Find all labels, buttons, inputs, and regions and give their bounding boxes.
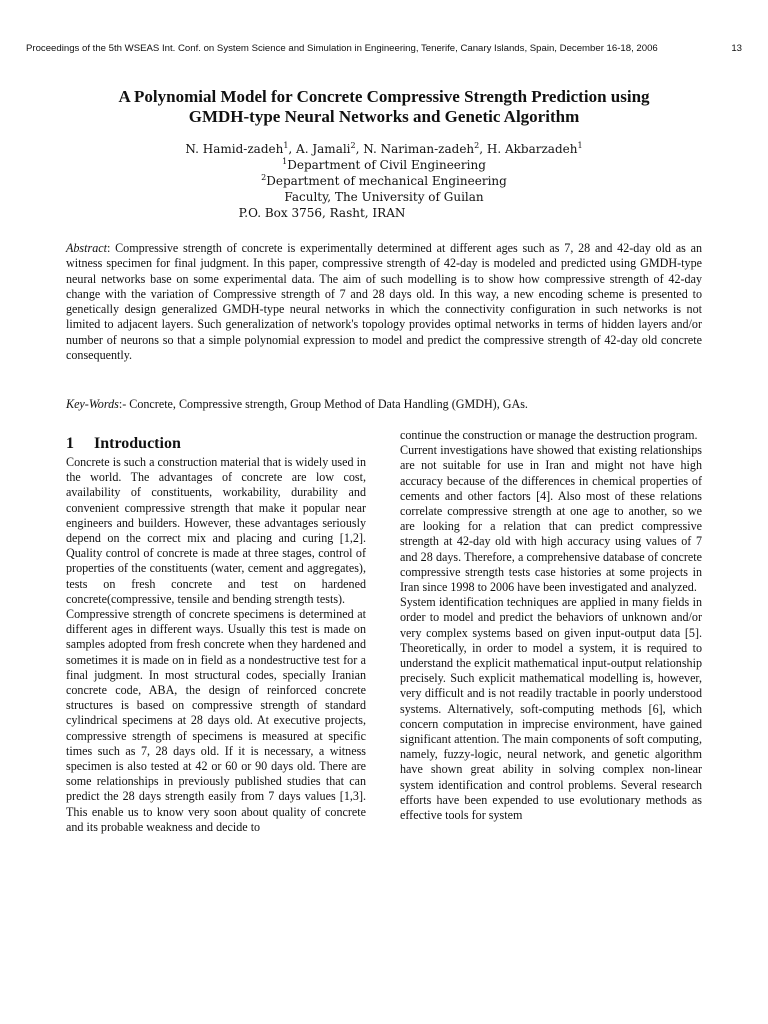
abstract-label: Abstract xyxy=(66,241,107,255)
author-3: , N. Nariman-zadeh xyxy=(355,142,475,156)
affiliation-2-mark: 2 xyxy=(261,173,267,182)
title-line-2: GMDH-type Neural Networks and Genetic Algorithm xyxy=(188,107,580,126)
author-3-affiliation-mark: 2 xyxy=(474,141,480,150)
affiliation-1 xyxy=(100,157,668,173)
right-paragraph-3: System identification techniques are applied in many fields in order to model and predict the behaviors of unknown and/or very complex systems based on given input-output data [5]. Theoretically, in order to model a system, it is required to understand the explicit mathematical input-output relationship precisely. Such explicit mathematical modelling is, however, very difficult and is not readily tractable in poorly understood systems. Alternatively, soft-computing methods [6], which concern computation in imprecise environment, have gained significant attention. The main components of soft computing, namely, fuzzy-logic, neural network, and genetic algorithm have shown great ability in solving complex non-linear system identification and control problems. Several research efforts have been expended to use evolutionary methods as effective tools for system xyxy=(400,595,702,823)
author-1: N. Hamid-zadeh xyxy=(185,142,284,156)
section-number: 1 xyxy=(66,435,74,452)
author-4-affiliation-mark: 1 xyxy=(577,141,583,150)
left-paragraph-1: Concrete is such a construction material that is widely used in the world. The advantages of concrete are low cost, availability of constituents, workability, durability and convenient compressive strength that make it popular near engineers and builders. However, these advantages seriously depend on the correct mix and placing and curing [1,2]. Quality control of concrete is made at three stages, control of properties of the constituents (water, cement and aggregates), tests on fresh concrete and test on hardened concrete(compressive, tensile and bending strength tests). xyxy=(66,455,366,606)
title-line-1: A Polynomial Model for Concrete Compressive Strength Prediction using xyxy=(118,87,650,106)
affiliation-1-text: Department of Civil Engineering xyxy=(287,158,486,172)
author-2: , A. Jamali xyxy=(288,142,351,156)
keywords-label: Key-Words xyxy=(66,397,119,411)
right-paragraph-1: continue the construction or manage the destruction program. xyxy=(400,428,698,442)
running-header xyxy=(26,43,742,54)
proceedings-line: Proceedings of the 5th WSEAS Int. Conf. on System Science and Simulation in Engineering, Tenerife, Canary Islands, Spain, December 16-18, 2006 xyxy=(26,43,658,54)
right-column xyxy=(400,428,702,823)
left-paragraph-2: Compressive strength of concrete specimens is determined at different ages in different ways. Usually this test is made on samples adopted from fresh concrete when they hardened and sometimes it is made on in field as a nondestructive test for a final judgment. In most structural codes, specially Iranian concrete code, ABA, the design of reinforced concrete structures is based on compressive strength of standard cylindrical specimens at 28 days old. At executive projects, compressive strength of specimens is measured at specific times such as 7, 28 days old. If it is necessary, a witness specimen is also tested at 42 or 60 or 90 days old. There are some relationships in previously published studies that can predict the 28 days strength easily from 7 days values [1,3]. This enable us to know very soon about quality of concrete and its probable weakness and decide to xyxy=(66,607,366,834)
author-names xyxy=(100,141,668,157)
affiliation-2 xyxy=(100,173,668,189)
abstract xyxy=(66,241,702,363)
author-1-affiliation-mark: 1 xyxy=(283,141,289,150)
section-heading xyxy=(66,433,366,455)
affiliation-1-mark: 1 xyxy=(282,157,288,166)
affiliation-2-text: Department of mechanical Engineering xyxy=(266,174,507,188)
abstract-text: : Compressive strength of concrete is experimentally determined at different ages such as 7, 28 and 42-day old as an witness specimen for final judgment. In this paper, compressive strength of 42-day is modeled and predicted using GMDH-type neural networks base on some experimental data. The aim of such modelling is to show how compressive strength of 42-day change with the variation of Compressive strength of 7 and 28 days old. In this way, a new encoding scheme is presented to genetically design generalized GMDH-type neural networks in which the connectivity configuration in such networks is not limited to adjacent layers. Such generalization of network's topology provides optimal networks in terms of hidden layers and/or number of neurons so that a simple polynomial expression to model and predict the compressive strength of 42-day old concrete consequently. xyxy=(66,241,702,363)
faculty-line: Faculty, The University of Guilan xyxy=(284,190,484,204)
keywords xyxy=(66,397,706,412)
paper-title xyxy=(60,87,708,127)
author-block xyxy=(100,141,668,221)
right-paragraph-2: Current investigations have showed that existing relationships are not suitable for use in Iran and might not have high accuracy because of the differences in chemical properties of cements and other factors [4]. Also most of these relations correlate compressive strength at one age to another, so we are looking for a relation that can predict compressive strength at 42-day old with high accuracy using values of 7 and 28 days. Therefore, a comprehensive database of concrete compressive strength tests case histories at some projects in Iran since 1998 to 2006 have been investigated and analyzed. xyxy=(400,443,702,595)
keywords-text: :- Concrete, Compressive strength, Group Method of Data Handling (GMDH), GAs. xyxy=(118,397,528,411)
section-title: Introduction xyxy=(94,435,181,452)
address-line: P.O. Box 3756, Rasht, IRAN xyxy=(238,206,406,220)
left-column xyxy=(66,433,366,835)
page-number: 13 xyxy=(731,43,742,54)
author-4: , H. Akbarzadeh xyxy=(479,142,578,156)
author-2-affiliation-mark: 2 xyxy=(350,141,356,150)
